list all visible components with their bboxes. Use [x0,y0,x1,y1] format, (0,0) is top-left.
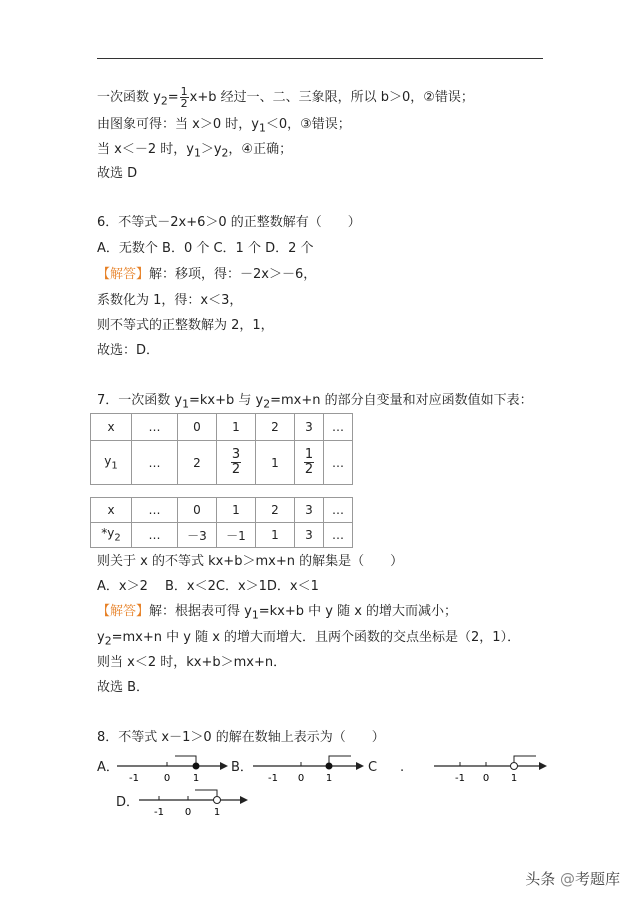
watermark-brand: 头条 [525,870,556,888]
table-cell: 2 [256,414,295,441]
table-cell: … [324,498,353,523]
subscript: 2 [160,94,168,108]
tick-label: 0 [297,773,305,784]
fraction-numerator: 1 [180,85,188,98]
watermark-account: 考题库 [574,870,620,888]
filled-point-icon [193,763,200,770]
text: x+b 经过一、二、三象限，所以 b＞0，②错误； [189,90,474,105]
tick-label: 1 [510,773,518,784]
value-table-y2 [90,497,353,548]
tick-label: 0 [482,773,490,784]
question-7-answer-4: 故选 B． [97,680,150,695]
question-8-stem: 8．不等式 x－1＞0 的解在数轴上表示为（ ） [97,730,385,745]
table-cell: … [132,414,178,441]
option-a-label: A． [97,760,119,775]
question-7-answer-3: 则当 x＜2 时，kx+b＞mx+n． [97,655,287,670]
question-7-question: 则关于 x 的不等式 kx+b＞mx+n 的解集是（ ） [97,554,404,569]
table-cell: －3 [178,523,217,548]
fraction-numerator: 3 [231,447,241,462]
table-cell: 1 [256,441,295,485]
text: =kx+b 与 y [189,393,264,408]
option-c-label: C [368,760,378,775]
question-6-answer-4: 故选：D． [97,343,160,358]
text: 7．一次函数 y [97,393,183,408]
number-line-option-d [137,785,252,819]
arrow-icon [240,796,248,804]
arrow-icon [220,762,228,770]
text: ＞y [200,142,222,157]
text: 由图象可得：当 x＞0 时，y [97,117,259,132]
solution-bracket [329,756,351,766]
table-row [91,414,353,441]
tick-label: 1 [325,773,333,784]
table-cell: 1 [256,523,295,548]
watermark-separator: @ [555,870,575,888]
table-cell: 1 [217,414,256,441]
tick-label: 0 [163,773,171,784]
table-cell: … [132,523,178,548]
fraction [231,448,241,477]
open-point-icon [511,763,518,770]
table-cell [217,441,256,485]
text: = [167,90,179,105]
table-cell: 3 [295,414,324,441]
table-cell [91,441,132,485]
arrow-icon [356,762,364,770]
question-6-answer-1 [97,266,316,284]
value-table-y1 [90,413,353,485]
table-cell: … [132,498,178,523]
question-6-stem: 6．不等式－2x+6＞0 的正整数解有（ ） [97,215,361,230]
fraction [180,86,189,109]
answer-tag: 【解答】 [97,604,150,619]
tick-label: -1 [455,773,465,784]
table-cell: 3 [295,523,324,548]
table-cell: 2 [178,441,217,485]
text: y [97,630,105,645]
question-7-answer-1 [97,603,457,625]
option-b-label: B． [231,760,253,775]
number-line-option-b [251,752,366,784]
table-row [91,498,353,523]
subscript: 1 [111,460,118,472]
table-cell: … [132,441,178,485]
solution-line-4: 故选 D [97,166,138,181]
question-7-options: A．x＞2 B．x＜2C．x＞1D．x＜1 [97,579,319,594]
subscript: 1 [258,121,266,135]
text: y [104,453,112,468]
tick-label: -1 [129,773,139,784]
subscript: 1 [251,608,259,622]
table-row [91,441,353,485]
filled-point-icon [326,763,333,770]
watermark [525,868,620,889]
subscript: 1 [182,397,189,411]
number-line-option-a [115,752,230,784]
header-rule [97,58,543,59]
number-line-option-c [432,752,550,784]
fraction [304,448,314,477]
solution-line-1 [97,86,474,111]
table-cell: x [91,498,132,523]
text: ＜0，③错误； [265,117,351,132]
subscript: 2 [221,146,229,160]
table-cell: 0 [178,414,217,441]
table-cell: … [324,441,353,485]
text: =mx+n 的部分自变量和对应函数值如下表： [270,393,533,408]
text: ，④正确； [228,142,293,157]
question-6-answer-3: 则不等式的正整数解为 2，1， [97,318,274,333]
subscript: 2 [104,634,112,648]
tick-label: 0 [184,807,192,818]
table-cell: … [324,414,353,441]
fraction-denominator: 2 [180,97,188,110]
open-point-icon [214,797,221,804]
text: 一次函数 y [97,90,161,105]
solution-bracket [514,756,536,762]
option-d-label: D． [116,795,140,810]
subscript: 2 [263,397,271,411]
tick-label: 1 [213,807,221,818]
table-cell [295,441,324,485]
text: 解：移项，得：－2x＞－6， [149,267,317,282]
fraction-numerator: 1 [304,447,314,462]
arrow-icon [539,762,547,770]
subscript: 2 [114,532,121,544]
fraction-denominator: 2 [304,462,314,477]
fraction-denominator: 2 [231,462,241,477]
text: =kx+b 中 y 随 x 的增大而减小； [258,604,458,619]
tick-label: -1 [154,807,164,818]
solution-bracket [195,790,217,796]
question-6-options: A．无数个 B．0 个 C．1 个 D．2 个 [97,241,314,256]
question-7-answer-2 [97,629,520,651]
table-cell: －1 [217,523,256,548]
table-cell: x [91,414,132,441]
table-cell: 2 [256,498,295,523]
table-cell: 3 [295,498,324,523]
table-cell: … [324,523,353,548]
subscript: 1 [193,146,201,160]
table-cell: 0 [178,498,217,523]
text: 当 x＜－2 时，y [97,142,194,157]
option-c-dot: . [400,760,405,775]
tick-label: 1 [192,773,200,784]
text: *y [101,526,115,541]
table-cell: 1 [217,498,256,523]
tick-label: -1 [268,773,278,784]
table-cell [91,523,132,548]
question-7-stem [97,392,533,414]
answer-tag: 【解答】 [97,267,150,282]
question-6-answer-2: 系数化为 1，得：x＜3， [97,293,243,308]
solution-line-3 [97,141,292,163]
table-row [91,523,353,548]
text: 解：根据表可得 y [149,604,252,619]
solution-line-2 [97,116,351,138]
text: =mx+n 中 y 随 x 的增大而增大．且两个函数的交点坐标是（2，1）． [111,630,521,645]
